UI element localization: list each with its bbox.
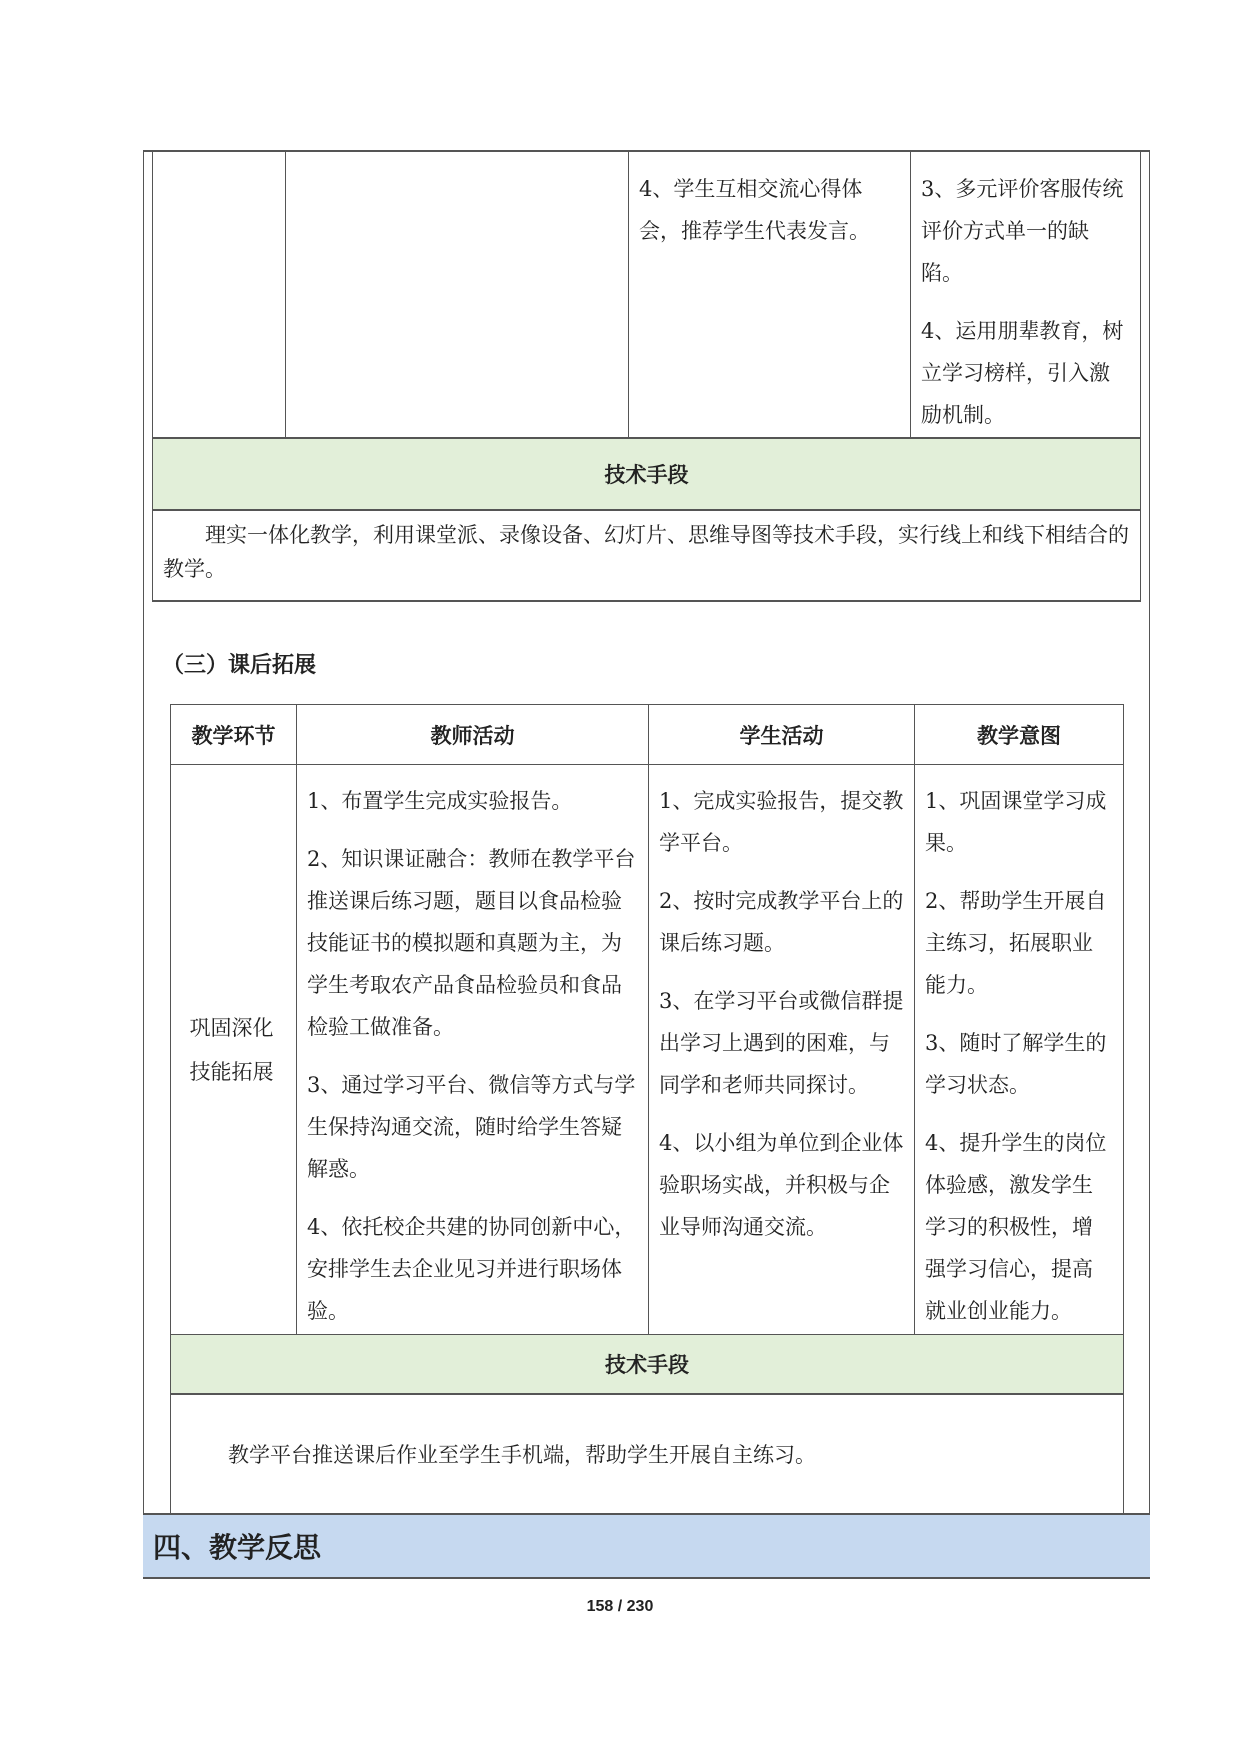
teacher-item: 2、知识课证融合：教师在教学平台推送课后练习题，题目以食品检验技能证书的模拟题和真题为主，为学生考取农产品食品检验员和食品检验工做准备。 [307, 847, 636, 1039]
header-stage: 教学环节 [191, 723, 276, 748]
student-activity-cell [629, 168, 910, 268]
section-4-heading: 四、教学反思 [153, 1531, 322, 1564]
frame-right [1149, 151, 1150, 1579]
tech-header: 技术手段 [171, 1335, 1123, 1393]
tech-text: 理实一体化教学，利用课堂派、录像设备、幻灯片、思维导图等技术手段，实行线上和线下相结合的教学。 [163, 523, 1129, 581]
frame-top [143, 150, 1150, 152]
stage-label: 巩固深化技能拓展 [189, 1015, 274, 1084]
intent-item: 4、运用朋辈教育，树立学习榜样，引入激励机制。 [921, 319, 1124, 427]
intent-item: 2、帮助学生开展自主练习，拓展职业能力。 [925, 889, 1107, 997]
teacher-activity-cell [297, 780, 648, 1348]
teacher-item: 3、通过学习平台、微信等方式与学生保持沟通交流，随时给学生答疑解惑。 [307, 1073, 636, 1181]
intent-item: 4、提升学生的岗位体验感，激发学生学习的积极性，增强学习信心，提高就业创业能力。 [925, 1131, 1107, 1323]
teacher-item: 4、依托校企共建的协同创新中心，安排学生去企业见习并进行职场体验。 [307, 1215, 636, 1323]
student-item: 3、在学习平台或微信群提出学习上遇到的困难，与同学和老师共同探讨。 [659, 989, 904, 1097]
section-heading: （三）课后拓展 [162, 653, 317, 678]
section-4-banner [143, 1513, 1150, 1579]
tech-text: 教学平台推送课后作业至学生手机端，帮助学生开展自主练习。 [228, 1443, 816, 1467]
student-item: 4、以小组为单位到企业体验职场实战，并积极与企业导师沟通交流。 [659, 1131, 904, 1239]
teacher-item: 1、布置学生完成实验报告。 [307, 789, 573, 813]
intent-item: 3、随时了解学生的学习状态。 [925, 1031, 1107, 1097]
intent-item: 1、巩固课堂学习成果。 [925, 789, 1107, 855]
frame-left [143, 151, 144, 1579]
student-item: 2、按时完成教学平台上的课后练习题。 [659, 889, 904, 955]
intent-item: 3、多元评价客服传统评价方式单一的缺陷。 [921, 177, 1124, 285]
intent-cell [911, 168, 1140, 452]
header-intent: 教学意图 [977, 723, 1061, 748]
page-number: 158 / 230 [586, 1598, 654, 1615]
intent-cell [915, 780, 1123, 1348]
student-activity-item: 4、学生互相交流心得体会，推荐学生代表发言。 [639, 177, 870, 243]
student-item: 1、完成实验报告，提交教学平台。 [659, 789, 904, 855]
header-teacher: 教师活动 [430, 723, 515, 748]
stage-cell [171, 765, 296, 1334]
header-student: 学生活动 [739, 723, 824, 748]
tech-header: 技术手段 [153, 439, 1140, 509]
student-activity-cell [649, 780, 914, 1264]
